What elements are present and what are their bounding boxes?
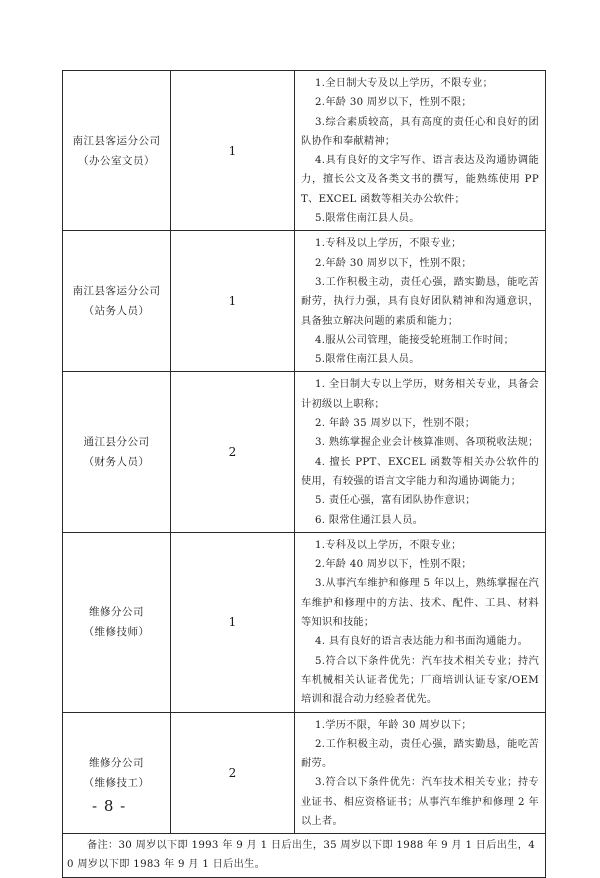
- position-role: （站务人员）: [83, 305, 150, 318]
- table-row: [63, 71, 546, 231]
- requirements-cell: [295, 532, 546, 712]
- table-row: [63, 712, 546, 834]
- headcount-cell: 1: [171, 231, 295, 372]
- position-role: （财务人员）: [83, 456, 150, 469]
- page-number: - 8 -: [92, 797, 127, 815]
- requirements-cell: [295, 231, 546, 372]
- position-company: 南江县客运分公司: [72, 285, 161, 298]
- recruitment-table: [62, 70, 546, 878]
- requirement-item: 4. 具有良好的语言表达能力和书面沟通能力。: [315, 636, 529, 648]
- requirement-item: 3.从事汽车维护和修理 5 年以上，熟练掌握在汽车维护和修理中的方法、技术、配件、工具、材料等知识和技能；: [301, 578, 539, 629]
- position-company: 维修分公司: [89, 756, 144, 769]
- position-cell: [63, 712, 171, 834]
- requirement-item: 2.工作积极主动，责任心强，踏实勤恳，能吃苦耐劳。: [301, 738, 539, 770]
- requirement-item: 3. 熟练掌握企业会计核算准则、各项税收法规；: [315, 437, 539, 449]
- requirement-item: 1.专科及以上学历，不限专业；: [315, 238, 462, 250]
- requirement-item: 5.限常住南江县人员。: [315, 213, 420, 225]
- position-role: （维修技工）: [83, 776, 150, 789]
- table-row: [63, 372, 546, 532]
- requirement-item: 4. 擅长 PPT、EXCEL 函数等相关办公软件的使用，有较强的语言文字能力和沟通协调能力；: [301, 456, 539, 487]
- position-cell: [63, 532, 171, 712]
- position-company: 南江县客运分公司: [72, 134, 161, 147]
- requirement-item: 3.工作积极主动，责任心强，踏实勤恳，能吃苦耐劳，执行力强，具有良好团队精神和沟通意识，具备独立解决问题的素质和能力；: [301, 276, 539, 327]
- position-cell: [63, 372, 171, 532]
- position-cell: [63, 231, 171, 372]
- requirement-item: 4.具有良好的文字写作、语言表达及沟通协调能力，擅长公文及各类文书的撰写，能熟练使用 PPT、EXCEL 函数等相关办公软件；: [301, 155, 539, 205]
- headcount-cell: 1: [171, 71, 295, 231]
- requirement-item: 4.服从公司管理，能接受轮班制工作时间；: [315, 334, 515, 346]
- requirement-item: 6. 限常住通江县人员。: [315, 514, 424, 526]
- table-row: [63, 231, 546, 372]
- requirement-item: 5. 责任心强，富有团队协作意识；: [315, 495, 476, 507]
- position-company: 通江县分公司: [83, 436, 150, 449]
- table-row: [63, 532, 546, 712]
- note-text: 备注：30 周岁以下即 1993 年 9 月 1 日后出生，35 周岁以下即 1988 年 9 月 1 日后出生，40 周岁以下即 1983 年 9 月 1 日后出生。: [63, 834, 546, 878]
- requirement-item: 5.限常住南江县人员。: [315, 354, 420, 366]
- requirement-item: 1.全日制大专及以上学历，不限专业；: [315, 78, 494, 89]
- requirements-cell: [295, 372, 546, 532]
- requirement-item: 3.综合素质较高，具有高度的责任心和良好的团队协作和奉献精神；: [301, 116, 539, 147]
- requirement-item: 3.符合以下条件优先：汽车技术相关专业；持专业证书、相应资格证书；从事汽车维护和修理 2 年以上者。: [301, 777, 539, 827]
- headcount-cell: 2: [171, 712, 295, 834]
- headcount-cell: 1: [171, 532, 295, 712]
- requirements-cell: [295, 712, 546, 834]
- headcount-cell: 2: [171, 372, 295, 532]
- requirement-item: 2.年龄 30 周岁以下，性别不限；: [315, 97, 472, 109]
- requirement-item: 2.年龄 40 周岁以下，性别不限；: [315, 559, 472, 571]
- position-role: （维修技师）: [83, 626, 150, 639]
- requirement-item: 2. 年龄 35 周岁以下，性别不限；: [315, 418, 476, 430]
- position-company: 维修分公司: [89, 606, 144, 619]
- requirement-item: 1.学历不限，年龄 30 周岁以下；: [315, 719, 472, 731]
- requirement-item: 2.年龄 30 周岁以下，性别不限；: [315, 257, 472, 269]
- requirement-item: 1. 全日制大专以上学历，财务相关专业，具备会计初级以上职称；: [301, 379, 539, 410]
- position-cell: [63, 71, 171, 231]
- note-row: [63, 834, 546, 878]
- position-role: （办公室文员）: [78, 154, 155, 167]
- requirement-item: 1.专科及以上学历，不限专业；: [315, 539, 462, 551]
- requirements-cell: [295, 71, 546, 231]
- requirement-item: 5.符合以下条件优先：汽车技术相关专业；持汽车机械相关认证者优先；厂商培训认证专家/OEM 培训和混合动力经验者优先。: [301, 655, 539, 706]
